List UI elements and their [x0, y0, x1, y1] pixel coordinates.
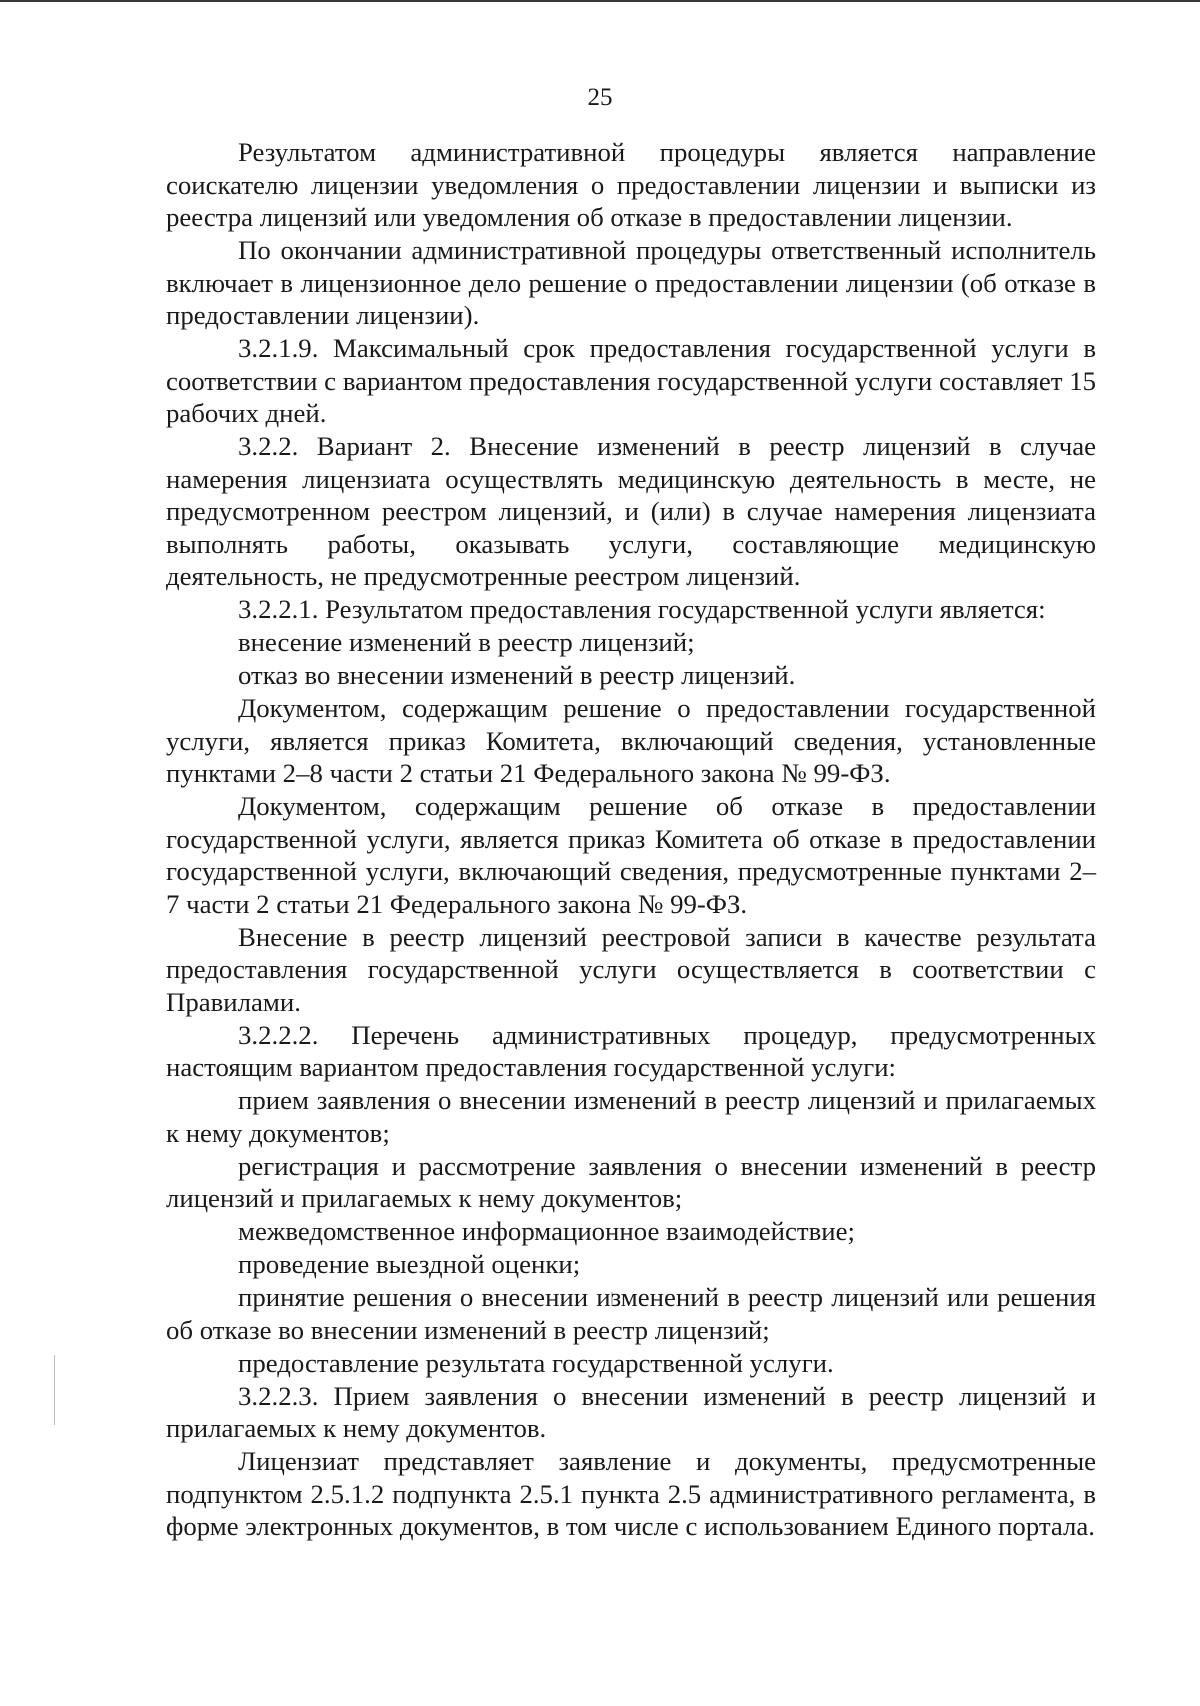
paragraph: Лицензиат представляет заявление и документы, предусмотренные подпунктом 2.5.1.2 подпункта 2.5.1 пункта 2.5 административного регламента, в форме электронных документов, в том числе с использованием Единого портала.: [166, 1446, 1096, 1541]
page-number: 25: [587, 84, 613, 111]
paragraph: По окончании административной процедуры ответственный исполнитель включает в лицензионное дело решение о предоставлении лицензии (об отказе в предоставлении лицензии).: [166, 235, 1096, 330]
document-body: [166, 136, 1096, 1543]
paragraph: Внесение в реестр лицензий реестровой записи в качестве результата предоставления государственной услуги осуществляется в соответствии с Правилами.: [166, 921, 1096, 1017]
paragraph: Документом, содержащим решение об отказе в предоставлении государственной услуги, является приказ Комитета об отказе в предоставлении государственной услуги, включающий сведения, предусмотренные пунктами 2–7 части 2 статьи 21 Федерального закона № 99-ФЗ.: [166, 791, 1096, 919]
paragraph: 3.2.2. Вариант 2. Внесение изменений в реестр лицензий в случае намерения лицензиата осуществлять медицинскую деятельность в месте, не предусмотренном реестром лицензий, и (или) в случае намерения лицензиата выполнять работы, оказывать услуги, составляющие медицинскую деятельность, не предусмотренные реестром лицензий.: [166, 431, 1096, 591]
scan-margin-mark: [54, 1355, 55, 1425]
list-item: внесение изменений в реестр лицензий;: [238, 627, 695, 657]
list-item: отказ во внесении изменений в реестр лицензий.: [238, 660, 796, 690]
paragraph: Документом, содержащим решение о предоставлении государственной услуги, является приказ Комитета, включающий сведения, установленные пунктами 2–8 части 2 статьи 21 Федерального закона № 99-ФЗ.: [166, 693, 1096, 788]
paragraph: Результатом административной процедуры является направление соискателю лицензии уведомления о предоставлении лицензии и выписки из реестра лицензий или уведомления об отказе в предоставлении лицензии.: [166, 137, 1096, 232]
list-item: предоставление результата государственной услуги.: [238, 1347, 834, 1378]
paragraph: 3.2.2.1. Результатом предоставления государственной услуги является:: [238, 594, 1046, 624]
list-item: регистрация и рассмотрение заявления о внесении изменений в реестр лицензий и прилагаемых к нему документов;: [166, 1150, 1096, 1213]
paragraph: 3.2.2.3. Прием заявления о внесении изменений в реестр лицензий и прилагаемых к нему документов.: [166, 1380, 1096, 1443]
list-item: принятие решения о внесении изменений в реестр лицензий или решения об отказе во внесении изменений в реестр лицензий;: [166, 1282, 1096, 1345]
paragraph: 3.2.1.9. Максимальный срок предоставления государственной услуги в соответствии с вариантом предоставления государственной услуги составляет 15 рабочих дней.: [166, 333, 1096, 428]
list-item: проведение выездной оценки;: [238, 1249, 581, 1279]
scan-top-edge: [0, 0, 1200, 2]
paragraph: 3.2.2.2. Перечень административных процедур, предусмотренных настоящим вариантом предоставления государственной услуги:: [166, 1019, 1096, 1082]
list-item: межведомственное информационное взаимодействие;: [238, 1216, 855, 1246]
list-item: прием заявления о внесении изменений в реестр лицензий и прилагаемых к нему документов;: [166, 1085, 1096, 1148]
